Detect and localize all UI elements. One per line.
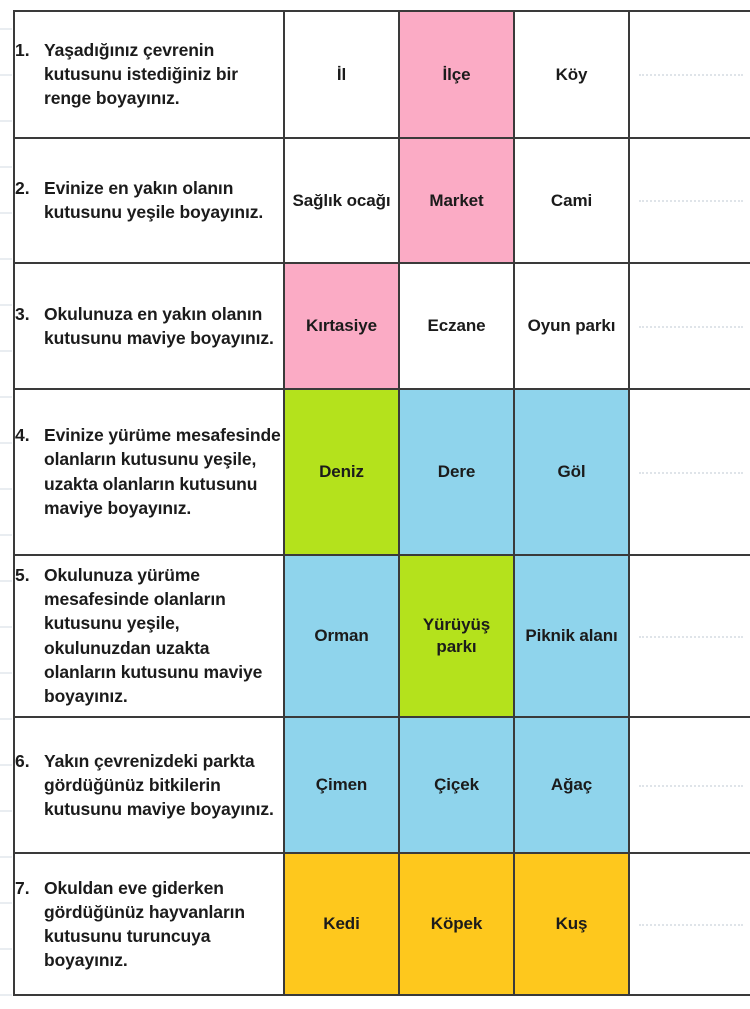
option-label: Yürüyüş parkı — [422, 615, 491, 656]
instruction-number: 3. — [15, 303, 30, 324]
table-row — [14, 263, 750, 389]
instruction-number: 7. — [15, 877, 30, 898]
option-cell[interactable] — [399, 263, 514, 389]
option-cell[interactable] — [399, 717, 514, 854]
option-cell[interactable] — [514, 555, 629, 717]
option-cell[interactable] — [399, 11, 514, 138]
option-cell[interactable] — [284, 389, 399, 555]
table-row — [14, 853, 750, 995]
option-label: Cami — [550, 190, 593, 210]
option-cell[interactable] — [399, 138, 514, 264]
dotted-writing-line — [639, 924, 743, 926]
option-cell[interactable] — [399, 389, 514, 555]
activity-table — [13, 10, 750, 996]
option-cell[interactable] — [284, 853, 399, 995]
option-label: Sağlık ocağı — [292, 190, 391, 210]
option-label: Market — [429, 190, 484, 210]
option-label: Ağaç — [550, 775, 593, 795]
instruction-cell — [14, 263, 284, 389]
worksheet-container — [13, 10, 737, 996]
option-label: Çiçek — [434, 775, 479, 795]
option-label: İl — [336, 64, 347, 84]
option-label: Dere — [437, 461, 476, 481]
answer-blank-cell[interactable] — [629, 263, 750, 389]
option-cell[interactable] — [514, 11, 629, 138]
option-cell[interactable] — [514, 853, 629, 995]
option-cell[interactable] — [284, 555, 399, 717]
table-row — [14, 389, 750, 555]
dotted-writing-line — [639, 636, 743, 638]
answer-blank-cell[interactable] — [629, 853, 750, 995]
option-label: Eczane — [427, 316, 486, 336]
option-cell[interactable] — [284, 11, 399, 138]
instruction-number: 2. — [15, 178, 30, 199]
instruction-text: Evinize en yakın olanın kutusunu yeşile boyayınız. — [44, 178, 264, 223]
dotted-writing-line — [639, 74, 743, 76]
option-cell[interactable] — [514, 138, 629, 264]
instruction-cell — [14, 389, 284, 555]
instruction-cell — [14, 555, 284, 717]
instruction-cell — [14, 853, 284, 995]
table-row — [14, 717, 750, 854]
option-label: Göl — [557, 461, 586, 481]
option-label: Kuş — [555, 914, 588, 934]
option-cell[interactable] — [514, 263, 629, 389]
dotted-writing-line — [639, 200, 743, 202]
table-row — [14, 555, 750, 717]
option-cell[interactable] — [399, 853, 514, 995]
instruction-cell — [14, 717, 284, 854]
option-label: İlçe — [442, 64, 471, 84]
activity-table-body — [14, 11, 750, 995]
instruction-number: 4. — [15, 425, 30, 446]
instruction-text: Okuldan eve giderken gördüğünüz hayvanların kutusunu turuncuya boyayınız. — [44, 877, 246, 971]
option-cell[interactable] — [284, 138, 399, 264]
left-margin-rule-marks — [0, 0, 12, 1009]
instruction-number: 6. — [15, 750, 30, 771]
option-label: Kırtasiye — [306, 316, 377, 336]
instruction-number: 5. — [15, 565, 30, 586]
option-label: Oyun parkı — [527, 316, 616, 336]
instruction-number: 1. — [15, 40, 30, 61]
option-label: Köpek — [430, 914, 483, 934]
instruction-text: Yakın çevrenizdeki parkta gördüğünüz bitkilerin kutusunu maviye boyayınız. — [44, 750, 274, 819]
table-row — [14, 138, 750, 264]
option-label: Deniz — [319, 461, 364, 481]
instruction-cell — [14, 11, 284, 138]
dotted-writing-line — [639, 472, 743, 474]
option-label: Kedi — [323, 914, 360, 934]
instruction-text: Evinize yürüme mesafesinde olanların kutusunu yeşile, uzakta olanların kutusunu maviye boyayınız. — [44, 425, 281, 518]
instruction-text: Okulunuza yürüme mesafesinde olanların kutusunu yeşile, okulunuzdan uzakta olanların kutusunu maviye boyayınız. — [44, 565, 263, 706]
table-row — [14, 11, 750, 138]
answer-blank-cell[interactable] — [629, 389, 750, 555]
option-cell[interactable] — [284, 263, 399, 389]
answer-blank-cell[interactable] — [629, 717, 750, 854]
option-label: Çimen — [315, 775, 368, 795]
option-cell[interactable] — [399, 555, 514, 717]
answer-blank-cell[interactable] — [629, 138, 750, 264]
answer-blank-cell[interactable] — [629, 11, 750, 138]
option-label: Orman — [314, 625, 369, 645]
dotted-writing-line — [639, 326, 743, 328]
option-label: Köy — [555, 64, 588, 84]
option-cell[interactable] — [514, 389, 629, 555]
instruction-cell — [14, 138, 284, 264]
instruction-text: Okulunuza en yakın olanın kutusunu maviye boyayınız. — [44, 303, 274, 348]
answer-blank-cell[interactable] — [629, 555, 750, 717]
option-cell[interactable] — [514, 717, 629, 854]
instruction-text: Yaşadığınız çevrenin kutusunu istediğiniz bir renge boyayınız. — [44, 40, 238, 109]
dotted-writing-line — [639, 785, 743, 787]
option-cell[interactable] — [284, 717, 399, 854]
option-label: Piknik alanı — [525, 625, 618, 645]
